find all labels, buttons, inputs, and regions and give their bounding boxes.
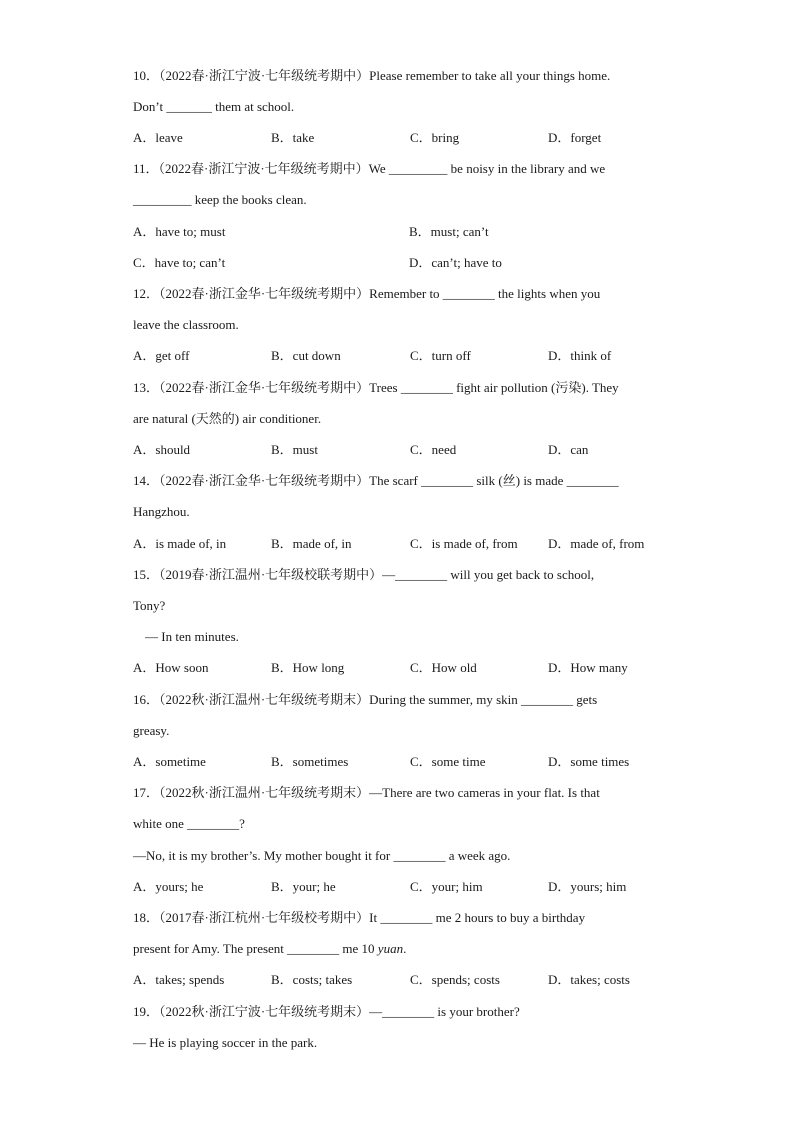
question-18-currency-italic: yuan [377,941,404,956]
question-13-text-line-1: 13．（2022春·浙江金华·七年级统考期中）Trees ________ fight air pollution (污染). They [133,380,619,395]
option-d[interactable]: D．made of, from [548,536,645,551]
question-18-line-2-tail: . [403,941,407,956]
option-c[interactable]: C．is made of, from [410,536,518,551]
question-10-text-line-1: 10．（2022春·浙江宁波·七年级统考期中）Please remember to take all your things home. [133,68,611,83]
option-a[interactable]: A．leave [133,130,183,145]
question-19-text-line-1: 19．（2022秋·浙江宁波·七年级统考期末）—________ is your brother? [133,1004,520,1019]
question-14-text-line-2: Hangzhou. [133,504,190,519]
question-18-text-line-2 [133,940,406,958]
option-a[interactable]: A．get off [133,348,190,363]
question-16-text-line-2: greasy. [133,723,170,738]
question-18-options [133,971,673,989]
option-c[interactable]: C．your; him [410,879,483,894]
option-b[interactable]: B．How long [271,660,345,675]
option-b[interactable]: B．your; he [271,879,336,894]
option-c[interactable]: C．have to; can’t [133,255,226,270]
question-19-text-line-2: — He is playing soccer in the park. [133,1035,318,1050]
question-13-text-line-2: are natural (天然的) air conditioner. [133,411,322,426]
question-12-text-line-2: leave the classroom. [133,317,239,332]
option-a[interactable]: A．takes; spends [133,972,225,987]
option-b[interactable]: B．costs; takes [271,972,353,987]
question-12-options [133,347,673,365]
option-b[interactable]: B．must [271,442,318,457]
question-11-text-line-2: _________ keep the books clean. [133,192,307,207]
option-a[interactable]: A．How soon [133,660,209,675]
option-d[interactable]: D．How many [548,660,628,675]
question-18-text-line-1: 18．（2017春·浙江杭州·七年级校考期中）It ________ me 2 hours to buy a birthday [133,910,586,925]
question-15-options [133,659,673,677]
question-14-text-line-1: 14．（2022春·浙江金华·七年级统考期中）The scarf ________ silk (丝) is made ________ [133,473,619,488]
option-d[interactable]: D．can’t; have to [409,255,502,270]
option-a[interactable]: A．yours; he [133,879,204,894]
option-a[interactable]: A．have to; must [133,224,226,239]
option-c[interactable]: C．spends; costs [410,972,500,987]
option-c[interactable]: C．turn off [410,348,471,363]
option-a[interactable]: A．sometime [133,754,206,769]
option-d[interactable]: D．yours; him [548,879,627,894]
question-17-text-line-2: white one ________? [133,816,245,831]
option-d[interactable]: D．think of [548,348,612,363]
question-11-text-line-1: 11．（2022春·浙江宁波·七年级统考期中）We _________ be noisy in the library and we [133,161,606,176]
question-11-options-row-2 [133,254,673,272]
option-d[interactable]: D．some times [548,754,630,769]
question-16-text-line-1: 16．（2022秋·浙江温州·七年级统考期末）During the summer, my skin ________ gets [133,692,598,707]
question-17-options [133,878,673,896]
option-d[interactable]: D．takes; costs [548,972,630,987]
option-d[interactable]: D．can [548,442,589,457]
option-a[interactable]: A．is made of, in [133,536,227,551]
option-c[interactable]: C．some time [410,754,486,769]
option-a[interactable]: A．should [133,442,191,457]
option-d[interactable]: D．forget [548,130,602,145]
question-15-text-line-2: Tony? [133,598,166,613]
option-b[interactable]: B．sometimes [271,754,349,769]
option-c[interactable]: C．How old [410,660,477,675]
question-15-text-line-1: 15．（2019春·浙江温州·七年级校联考期中）—________ will you get back to school, [133,567,595,582]
option-b[interactable]: B．cut down [271,348,341,363]
option-b[interactable]: B．take [271,130,315,145]
question-10-options [133,129,673,147]
option-c[interactable]: C．need [410,442,457,457]
question-12-text-line-1: 12．（2022春·浙江金华·七年级统考期中）Remember to ________ the lights when you [133,286,601,301]
question-14-options [133,535,673,553]
question-13-options [133,441,673,459]
question-10-text-line-2: Don’t _______ them at school. [133,99,295,114]
option-b[interactable]: B．must; can’t [409,224,489,239]
option-b[interactable]: B．made of, in [271,536,352,551]
question-11-options-row-1 [133,223,673,241]
question-17-text-line-3: —No, it is my brother’s. My mother bought it for ________ a week ago. [133,848,511,863]
question-18-line-2-text: present for Amy. The present ________ me 10 [133,941,378,956]
question-16-options [133,753,673,771]
question-17-text-line-1: 17．（2022秋·浙江温州·七年级统考期末）—There are two cameras in your flat. Is that [133,785,600,800]
option-c[interactable]: C．bring [410,130,460,145]
question-15-text-line-3: — In ten minutes. [145,629,239,644]
